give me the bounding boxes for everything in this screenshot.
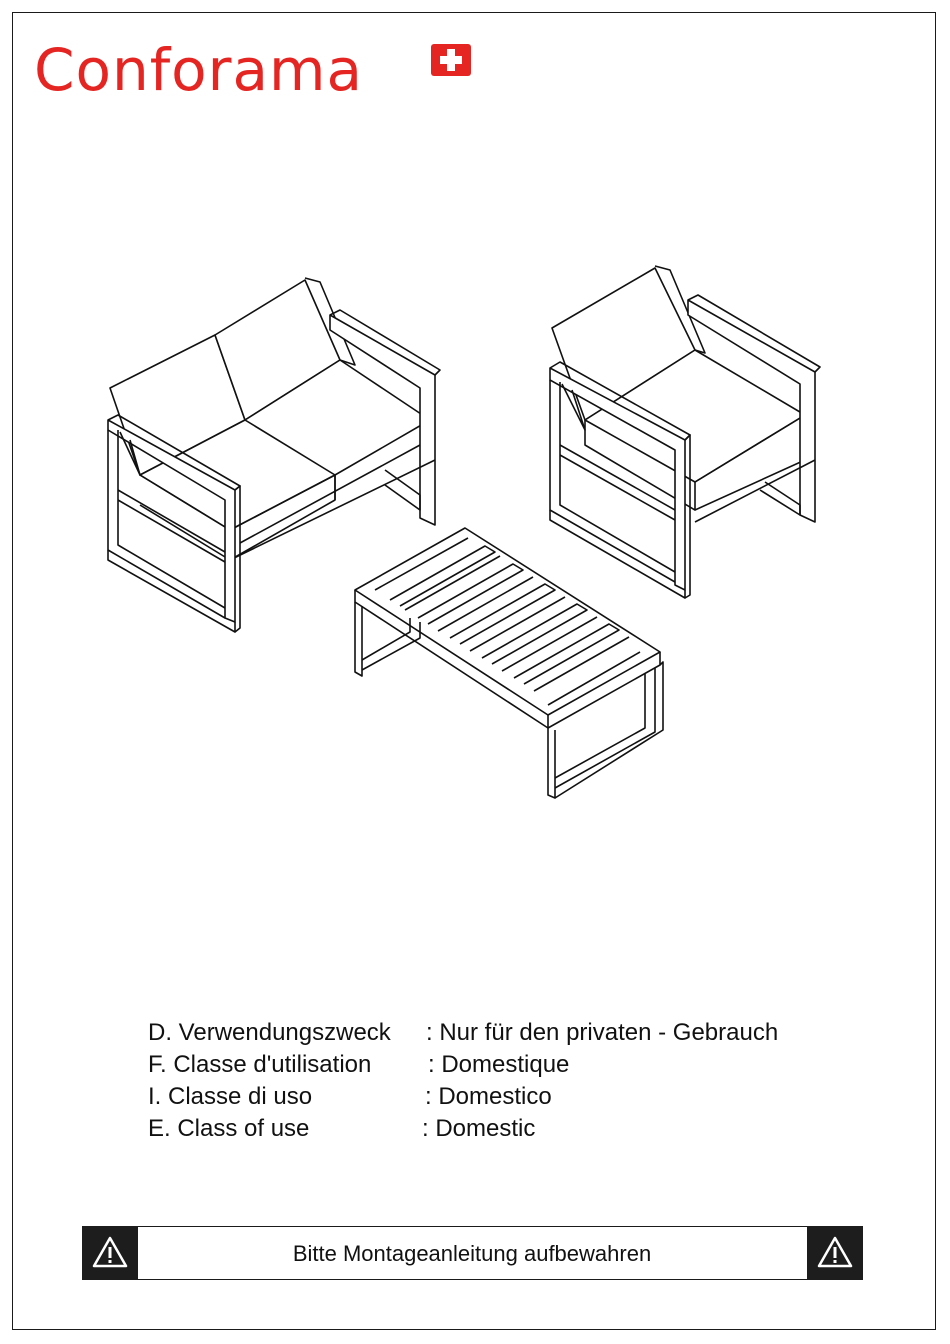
class-of-use-list	[148, 1017, 848, 1145]
class-of-use-label: F. Classe d'utilisation	[148, 1051, 372, 1078]
class-of-use-row-de	[148, 1017, 848, 1049]
assembly-notice-text: Bitte Montageanleitung aufbewahren	[292, 1241, 652, 1266]
warning-triangle-icon	[88, 1232, 132, 1274]
warning-triangle-icon	[813, 1232, 857, 1274]
assembly-notice-banner	[82, 1226, 862, 1280]
class-of-use-label: I. Classe di uso	[148, 1083, 313, 1110]
armchair-icon	[550, 266, 820, 598]
class-of-use-value: : Domestic	[422, 1115, 536, 1142]
swiss-cross-icon	[431, 44, 471, 76]
class-of-use-label: E. Class of use	[148, 1115, 310, 1142]
furniture-illustration	[100, 260, 830, 805]
class-of-use-value: : Domestico	[425, 1083, 552, 1110]
warning-badge-left	[82, 1226, 138, 1280]
class-of-use-label: D. Verwendungszweck	[148, 1019, 391, 1046]
class-of-use-value: : Nur für den privaten - Gebrauch	[426, 1019, 779, 1046]
brand-name: Conforama	[34, 36, 364, 104]
class-of-use-row-fr	[148, 1049, 848, 1081]
warning-badge-right	[807, 1226, 863, 1280]
class-of-use-row-en	[148, 1113, 848, 1145]
class-of-use-row-it	[148, 1081, 848, 1113]
coffee-table-icon	[355, 528, 663, 798]
class-of-use-value: : Domestique	[428, 1051, 570, 1078]
